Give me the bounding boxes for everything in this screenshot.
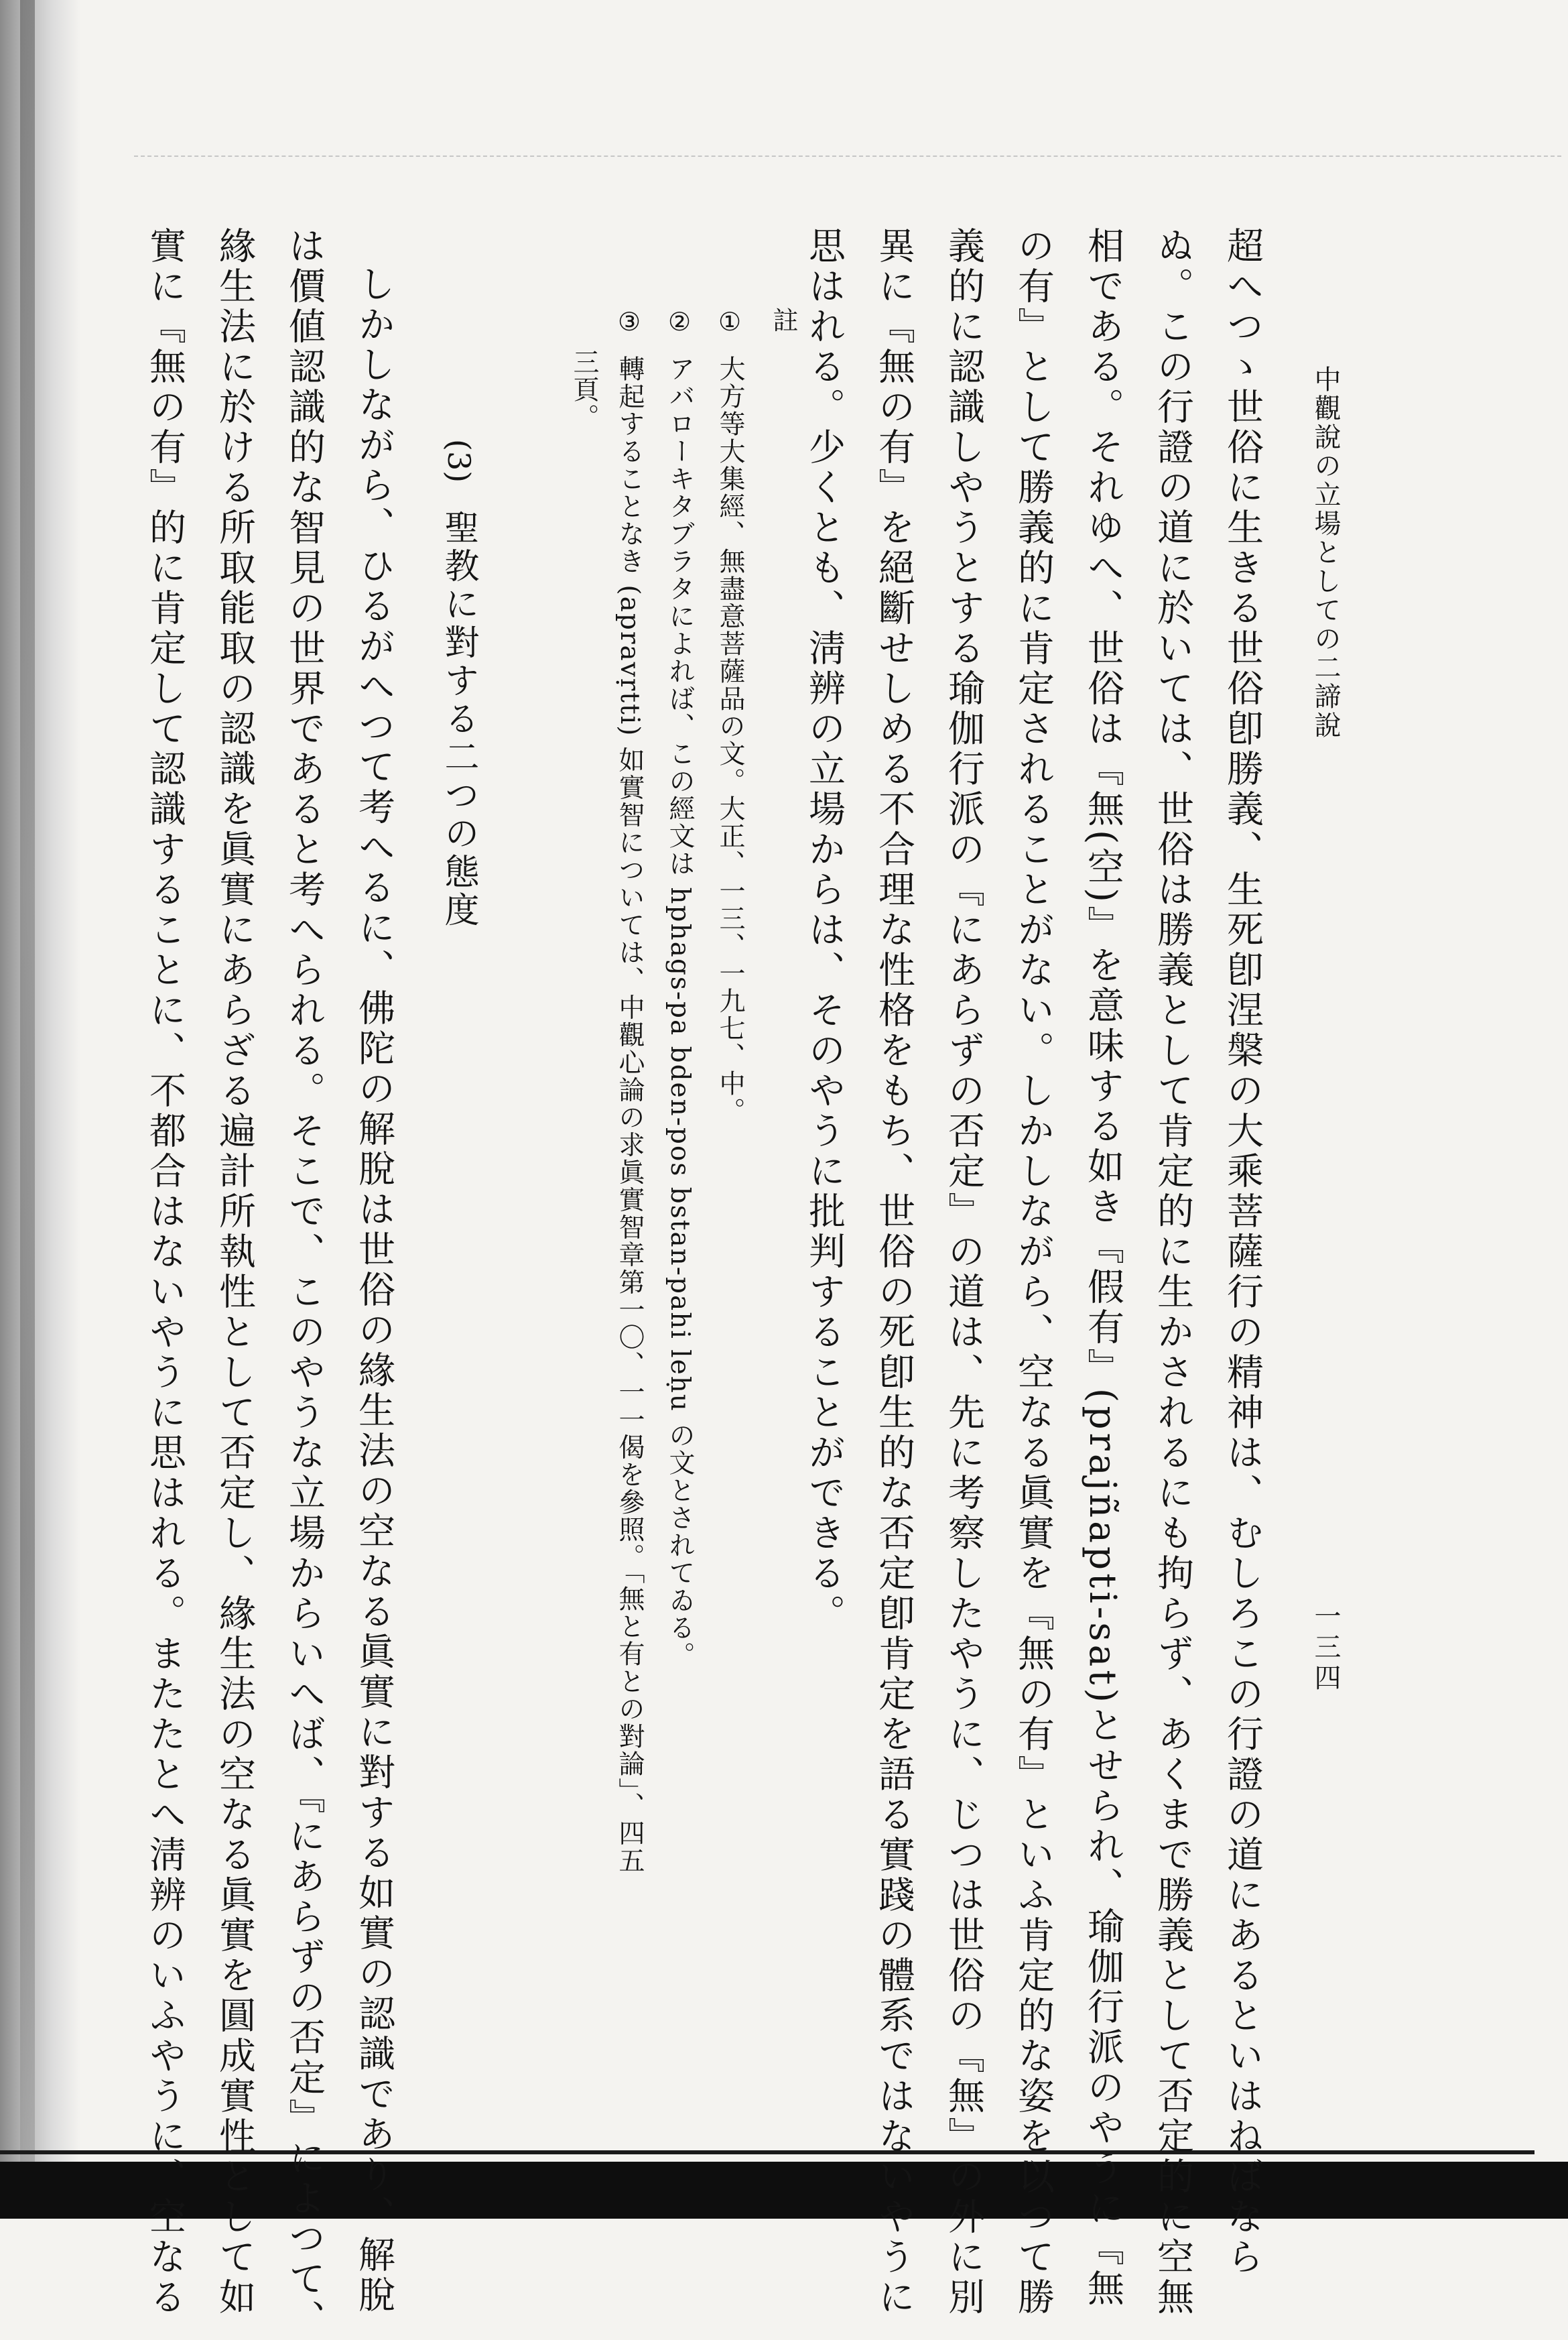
body-line: 實に『無の有』的に肯定して認識することに、不都合はないやうに思はれる。またたとへ淸辨のいふやうに、空なる xyxy=(143,227,186,2318)
note-item-3-continuation: 三頁。 xyxy=(569,349,599,431)
note-text: 轉起することなき (apravṛtti) 如實智については、中觀心論の求眞實智章第一〇、一一偈を參照。「無と有との對論」、四五 xyxy=(614,355,645,1875)
note-item-3 xyxy=(616,307,643,1875)
body-line: 義的に認識しやうとする瑜伽行派の『にあらずの否定』の道は、先に考察したやうに、じつは世俗の『無』の外に別 xyxy=(942,227,985,2318)
body-line: ぬ。この行證の道に於いては、世俗は勝義として肯定的に生かされるにも拘らず、あくまで勝義として否定的に空無 xyxy=(1151,227,1194,2318)
body-line: 緣生法に於ける所取能取の認識を眞實にあらざる遍計所執性として否定し、緣生法の空なる眞實を圓成實性として如 xyxy=(213,227,256,2318)
note-mark: ① xyxy=(715,307,744,338)
scan-shadow-left xyxy=(0,0,80,2219)
body-line: 思はれる。少くとも、淸辨の立場からは、そのやうに批判することができる。 xyxy=(803,227,846,1634)
notes-heading: 註 xyxy=(769,307,798,332)
note-text: アバローキタブラタによれば、この經文は hphags-pa bden-pos bstan-pahi leḥu の文とされてゐる。 xyxy=(665,355,695,1670)
note-text: 大方等大集經、無盡意菩薩品の文。大正、一三、一九七、中。 xyxy=(715,355,745,1125)
body-line: は價値認識的な智見の世界であると考へられる。そこで、このやうな立場からいへば、『にあらずの否定』によつて、 xyxy=(283,227,326,2340)
body-line: 超へつゝ世俗に生きる世俗卽勝義、生死卽涅槃の大乘菩薩行の精神は、むしろこの行證の道にあるといはねばなら xyxy=(1221,227,1264,2278)
scan-streak-left xyxy=(20,0,35,2219)
body-line: 相である。それゆへ、世俗は『無(空)』を意味する如き『假有』(prajñapti-sat)とせられ、瑜伽行派のやうに『無 xyxy=(1082,227,1124,2309)
body-line: しかしながら、ひるがへつて考へるに、佛陀の解脫は世俗の緣生法の空なる眞實に對する如實の認識であり、解脫 xyxy=(352,265,395,2316)
section-title: 聖教に對する二つの態度 xyxy=(438,509,478,930)
note-item-1 xyxy=(717,307,743,1125)
page-number: 一三四 xyxy=(1310,1602,1341,1695)
running-title: 中觀說の立場としての二諦說 xyxy=(1310,365,1341,740)
note-mark: ③ xyxy=(614,307,644,338)
body-line: の有』として勝義的に肯定されることがない。しかしながら、空なる眞實を『無の有』といふ肯定的な姿を以つて勝 xyxy=(1012,227,1055,2318)
section-number: (3) xyxy=(441,439,477,483)
note-mark: ② xyxy=(665,307,694,338)
body-line: 異に『無の有』を絕斷せしめる不合理な性格をもち、世俗の死卽生的な否定卽肯定を語る實踐の體系ではないやうに xyxy=(872,227,915,2318)
note-item-2 xyxy=(667,307,693,1669)
scan-top-rule xyxy=(134,156,1561,157)
